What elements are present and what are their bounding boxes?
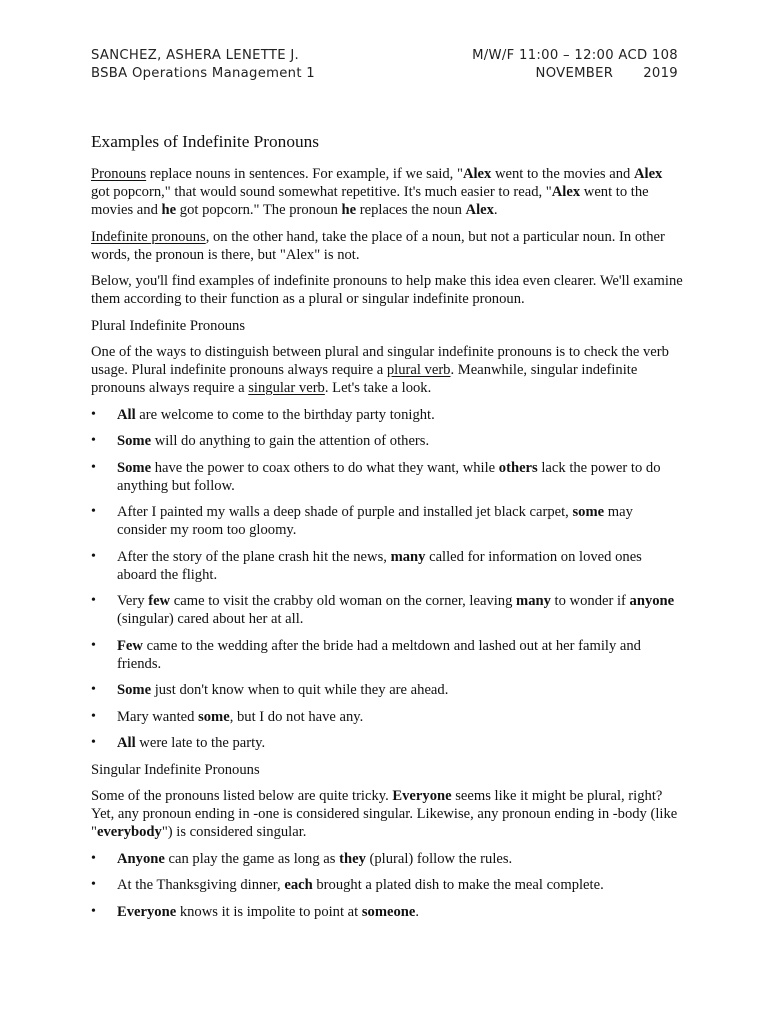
- bullet-icon: •: [91, 708, 96, 724]
- text: Very: [117, 593, 149, 609]
- text: replaces the noun: [356, 202, 466, 218]
- list-item: [91, 708, 683, 726]
- text: got popcorn," that would sound somewhat repetitive. It's much easier to read, ": [91, 184, 552, 200]
- bullet-icon: •: [91, 504, 96, 519]
- list-item: [91, 406, 683, 424]
- text: came to the wedding after the bride had a meltdown and lashed out at her family and friends.: [117, 637, 641, 672]
- text: Some of the pronouns listed below are quite tricky.: [91, 788, 393, 804]
- bold-text: Some: [117, 682, 152, 698]
- link-indefinite-pronouns[interactable]: Indefinite pronouns: [91, 228, 206, 245]
- text: replace nouns in sentences. For example, if we said, ": [146, 166, 463, 182]
- link-singular-verb[interactable]: singular verb: [248, 380, 325, 396]
- bold-text: Some: [117, 433, 152, 449]
- text: lack the power to do anything but follow.: [117, 459, 661, 494]
- class-schedule: M/W/F 11:00 – 12:00 ACD 108: [472, 48, 678, 63]
- intro-paragraph-3: Below, you'll find examples of indefinite pronouns to help make this idea even clearer. We'll examine them according to their function as a plural or singular indefinite pronoun.: [91, 273, 683, 307]
- text: called for information on loved ones aboard the flight.: [117, 548, 642, 583]
- text: At the Thanksgiving dinner,: [117, 877, 285, 893]
- bold-text: Alex: [633, 166, 663, 182]
- bold-text: he: [341, 202, 357, 218]
- bold-text: he: [161, 202, 177, 218]
- text: seems like it might be plural, right? Yet, any pronoun ending in -one is considered singular. Likewise, any pronoun ending in -body (like ": [91, 788, 678, 840]
- text: to wonder if: [550, 593, 630, 609]
- bold-text: everybody: [96, 824, 162, 840]
- document-body: [91, 131, 683, 929]
- list-item: [91, 592, 683, 628]
- bullet-icon: •: [91, 735, 96, 750]
- list-item: [91, 503, 683, 539]
- list-item: [91, 548, 683, 584]
- bold-text: anyone: [629, 593, 675, 609]
- text: will do anything to gain the attention of others.: [151, 433, 430, 449]
- document-title: Examples of Indefinite Pronouns: [91, 132, 319, 151]
- text: , on the other hand, take the place of a noun, but not a particular noun. In other words, the pronoun is there, but "Alex" is not.: [91, 228, 665, 263]
- bold-text: others: [498, 459, 538, 476]
- date-year: 2019: [643, 66, 678, 81]
- bold-text: each: [284, 877, 313, 893]
- list-item: [91, 459, 683, 495]
- text: (singular) cared about her at all.: [117, 611, 304, 627]
- plural-examples-list: [91, 406, 683, 753]
- list-item: [91, 876, 683, 894]
- list-item: [91, 734, 683, 752]
- link-pronouns[interactable]: Pronouns: [91, 166, 147, 182]
- bold-text: Everyone: [392, 788, 452, 804]
- text: . Meanwhile, singular indefinite pronouns always require a: [91, 362, 638, 396]
- text: have the power to coax others to do what they want, while: [151, 459, 499, 476]
- text: .: [415, 903, 420, 920]
- bullet-icon: •: [91, 433, 96, 448]
- bullet-icon: •: [91, 593, 96, 608]
- bullet-icon: •: [91, 877, 96, 892]
- text: just don't know when to quit while they are ahead.: [151, 682, 449, 698]
- text: ") is considered singular.: [161, 824, 307, 840]
- date-month: NOVEMBER: [535, 66, 614, 81]
- text: are welcome to come to the birthday party tonight.: [135, 406, 435, 423]
- bold-text: Alex: [462, 166, 492, 182]
- text: . Let's take a look.: [324, 380, 432, 396]
- bold-text: Some: [117, 459, 152, 476]
- bullet-icon: •: [91, 903, 96, 919]
- text: , but I do not have any.: [229, 708, 364, 725]
- text: .: [493, 202, 498, 218]
- student-name: SANCHEZ, ASHERA LENETTE J.: [91, 48, 300, 63]
- text: went to the movies and: [91, 184, 649, 218]
- text: After the story of the plane crash hit the news,: [117, 548, 391, 565]
- text: were late to the party.: [135, 735, 266, 751]
- text: went to the movies and: [491, 166, 634, 182]
- bold-text: someone: [361, 903, 416, 920]
- text: (plural) follow the rules.: [365, 850, 513, 867]
- bullet-icon: •: [91, 406, 96, 422]
- bold-text: some: [572, 504, 605, 520]
- bold-text: they: [339, 850, 366, 867]
- bold-text: Everyone: [117, 903, 177, 920]
- text: Mary wanted: [117, 708, 199, 725]
- text: brought a plated dish to make the meal complete.: [312, 877, 604, 893]
- bold-text: Alex: [465, 202, 494, 218]
- submission-date: [472, 65, 678, 83]
- bold-text: some: [198, 708, 230, 725]
- list-item: [91, 432, 683, 450]
- course-name: BSBA Operations Management 1: [91, 66, 315, 81]
- singular-paragraph: [91, 787, 683, 841]
- bullet-icon: •: [91, 459, 96, 475]
- link-plural-verb[interactable]: plural verb: [386, 362, 451, 378]
- intro-paragraph-2: [91, 228, 683, 264]
- list-item: [91, 850, 683, 868]
- text: came to visit the crabby old woman on the corner, leaving: [170, 593, 517, 609]
- bold-text: Alex: [551, 184, 581, 200]
- text: got popcorn." The pronoun: [176, 202, 342, 218]
- list-item: [91, 681, 683, 699]
- text: can play the game as long as: [164, 850, 340, 867]
- plural-paragraph: [91, 343, 683, 397]
- bold-text: Few: [117, 637, 143, 654]
- text: knows it is impolite to point at: [176, 903, 362, 920]
- text: One of the ways to distinguish between plural and singular indefinite pronouns is to check the verb usage. Plural indefinite pronouns always require a: [91, 344, 669, 378]
- header-left: [91, 47, 315, 83]
- bold-text: All: [117, 735, 136, 751]
- header-right: [472, 47, 678, 83]
- plural-heading: Plural Indefinite Pronouns: [91, 317, 246, 334]
- text: After I painted my walls a deep shade of purple and installed jet black carpet,: [117, 504, 573, 520]
- bullet-icon: •: [91, 548, 96, 564]
- text: may consider my room too gloomy.: [117, 504, 633, 538]
- list-item: [91, 903, 683, 921]
- bullet-icon: •: [91, 850, 96, 866]
- singular-heading: Singular Indefinite Pronouns: [91, 761, 260, 778]
- intro-paragraph-1: [91, 165, 683, 219]
- bold-text: many: [390, 548, 426, 565]
- singular-examples-list: [91, 850, 683, 921]
- bold-text: many: [516, 593, 551, 609]
- bold-text: Anyone: [117, 850, 165, 867]
- list-item: [91, 637, 683, 673]
- bold-text: few: [148, 593, 171, 609]
- bold-text: All: [117, 406, 136, 423]
- bullet-icon: •: [91, 637, 96, 653]
- bullet-icon: •: [91, 682, 96, 697]
